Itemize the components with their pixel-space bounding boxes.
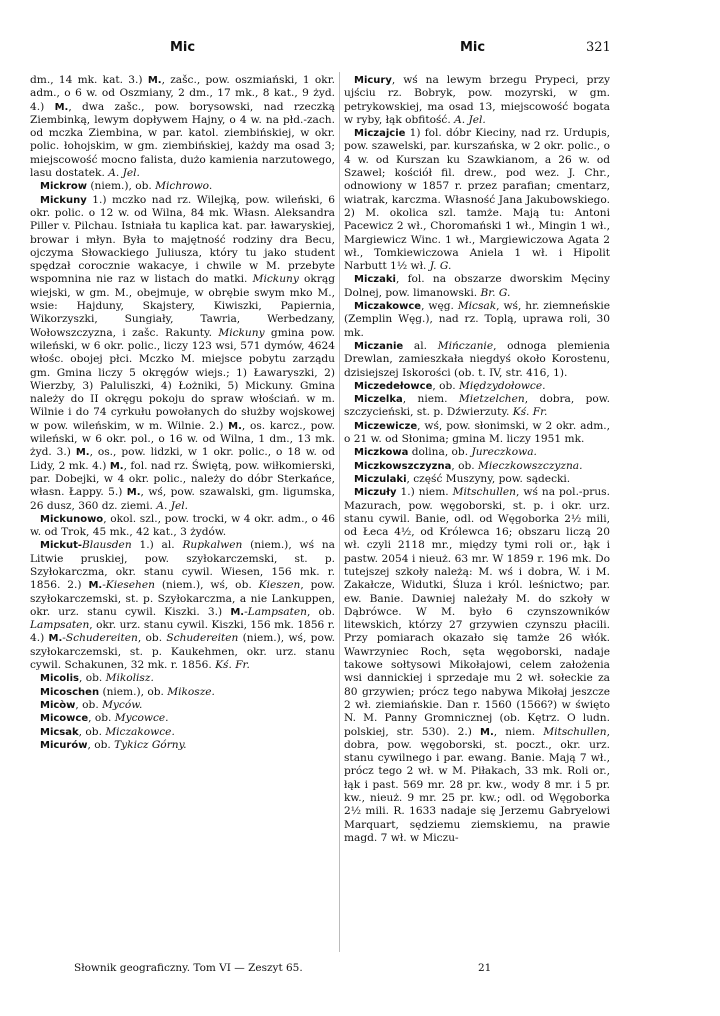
entry-text: , wś, hr. ziemneńskie (Zemplin Węg.), nad rz. Toplą, uprawa roli, 30 mk. xyxy=(344,300,610,339)
entry-text: , ob. xyxy=(451,459,478,472)
dictionary-entry xyxy=(344,486,610,845)
entry-headword: Micoschen xyxy=(40,686,100,698)
entry-text: dolina, ob. xyxy=(408,446,472,459)
entry-italic-text: Mickuny xyxy=(218,326,265,339)
entry-text: , ob. xyxy=(78,725,106,738)
running-head-left: Mic xyxy=(170,40,196,55)
column-divider xyxy=(339,72,340,952)
entry-headword: Micowce xyxy=(40,713,89,725)
entry-text: , ob. xyxy=(306,605,335,618)
entry-headword: M. xyxy=(230,606,245,618)
entry-headword: M. xyxy=(147,75,162,86)
dictionary-entry xyxy=(344,74,610,127)
entry-italic-text: Rupkalwen xyxy=(182,539,243,552)
entry-italic-text: A. Jel. xyxy=(454,113,486,126)
entry-text: gmina pow. wileński, w 6 okr. polic., liczy 123 wsi, 571 dymów, 4624 włośc. obojej płci. Mczko M. miejsce pobytu zarządu gm. Gmina liczy 5 okręgów wiejs.; 1) Ławaryszki, 2) Wierzby, 3) Paluliszki, 4) Łożniki, 5) Mickuny. Gmina należy do II okręgu pokoju do spraw włościań. w m. Wilnie i do 74 cyrkułu powołanych do służby wojskowej w pow. wileńskim, w m. Wilnie. 2.) xyxy=(30,326,335,432)
entry-italic-text: A. Jel. xyxy=(108,167,140,180)
entry-text: (niem.), ob. xyxy=(87,180,156,193)
page-number: 321 xyxy=(586,40,611,55)
entry-italic-text: Lampsaten xyxy=(247,605,307,618)
entry-headword: Miczanie xyxy=(354,340,404,352)
entry-text: - xyxy=(62,632,66,645)
entry-italic-text: Tykicz Górny. xyxy=(114,738,187,751)
entry-italic-text: Mitschullen xyxy=(543,725,607,738)
entry-italic-text: Blausden xyxy=(82,539,132,552)
entry-text: , os., pow. lidzki, w 1 okr. polic., o 18 w. od Lidy, 2 mk. 4.) xyxy=(30,446,335,472)
entry-text: , okol. szl., pow. trocki, w 4 okr. adm., o 46 w. od Trok, 45 mk., 42 kat., 3 żydów. xyxy=(30,512,335,539)
entry-text: al. xyxy=(403,339,438,352)
entry-headword: M. xyxy=(54,101,69,113)
entry-italic-text: Schudereiten xyxy=(65,632,138,645)
entry-italic-text: Schudereiten xyxy=(166,632,239,645)
entry-headword: Miczedełowce xyxy=(354,380,433,392)
entry-text: 1) fol. dóbr Kieciny, nad rz. Urdupis, pow. szawelski, par. kurszańska, w 2 okr. polic., o 4 w. od Kurszan ku Szawkianom, a 26 w. od Szawel; kościół fil. drew., pod wez. J. Chr., odnowiony w 1857 r. przez parafian; cmentarz, wiatrak, karczma. Własność Jana Jakubowskiego. 2) M. okolica szl. tamże. Mają tu: Antoni Pacewicz 2 wł., Choromański 1 wł., Mingin 1 wł., Margiewicz Winc. 1 wł., Margiewiczowa Agata 2 wł., Tomkiewiczowa Aniela 1 wł. i Hipolit Narbutt 1½ wł. xyxy=(344,127,610,273)
entry-italic-text: Br. G. xyxy=(480,286,511,299)
entry-headword: Miczewicze xyxy=(354,420,418,432)
entry-text: , dobra, pow. węgoborski, st. poczt., okr. urz. stanu cywilnego i par. ewang. Banie. Mają 7 wł., prócz tego 2 wł. w M. Piłakach, 33 mk. Roli or., łąk i past. 569 mr. 28 pr. kw., wody 8 mr. i 5 pr. kw., nieuż. 9 mr. 25 pr. kw.; odl. od Węgoborka 2½ mili. R. 1633 nadaje się Jerzemu Gabryelowi Marquart, sędziemu ziemskiemu, na prawie magd. 7 wł. w Miczu- xyxy=(344,725,611,844)
dictionary-entry xyxy=(344,340,610,380)
entry-headword: M. xyxy=(75,447,90,459)
dictionary-entry xyxy=(30,180,335,193)
entry-text: , węg. xyxy=(421,300,458,313)
entry-headword: Miczuły xyxy=(354,487,397,499)
entry-italic-text: Micsak xyxy=(457,300,497,313)
entry-italic-text: Miczakowce. xyxy=(105,725,175,738)
dictionary-entry xyxy=(30,712,335,725)
dictionary-entry xyxy=(30,699,335,712)
entry-text: 1.) mczko nad rz. Wilejką, pow. wileński, 6 okr. polic. o 12 w. od Wilna, 84 mk. Własn. Aleksandra Piller v. Pilchau. Istniała tu kaplica kat. par. ławaryskiej, browar i młyn. Była to majętność rodziny dra Becu, ojczyma Słowackiego Juliusza, który tu jako student spędzał corocznie wakacye, i chwile w M. przebyte wspomnina nie raz w listach do matki. xyxy=(30,193,335,286)
entry-headword: Miczakowce xyxy=(354,301,422,313)
entry-headword: M. xyxy=(126,487,141,499)
entry-headword: Miczaki xyxy=(354,274,396,286)
entry-text: , dwa zašc., pow. borysowski, nad rzeczką Ziembinką, lewym dopływem Hajny, o 4 w. na płd.-zach. od mczka Ziembina, w par. katol. ziembińskiej, w okr. polic. łohojskim, w gm. ziembińskiej, każdy ma osad 3; miejscowość mocno falista, dużo kamienia narzutowego, lasu dostatek. xyxy=(30,100,335,180)
entry-headword: Mickunowo xyxy=(40,513,104,525)
entry-italic-text: Mikolisz. xyxy=(105,672,154,685)
right-column xyxy=(344,74,610,845)
entry-text: (niem.), ob. xyxy=(99,685,168,698)
entry-text: , wś na lewym brzegu Prypeci, przy ujściu rz. Bobryk, pow. mozyrski, w gm. petrykowskiej, ma osad 13, miejscowość bogata w ryby, łąk obfitość. xyxy=(344,74,610,126)
entry-text: , dobra, pow. szczycieński, st. p. Dźwierzuty. xyxy=(344,393,610,419)
entry-italic-text: Międzydołowce. xyxy=(459,379,546,392)
entry-headword: Miczulaki xyxy=(354,473,407,485)
entry-italic-text: Kś. Fr. xyxy=(512,406,548,419)
entry-headword: M. xyxy=(109,460,124,472)
left-column xyxy=(30,74,335,752)
entry-text: , odnoga plemienia Drewlan, zamieszkała niegdyś około Korostenu, dzisiejszej Iskorości (ob. t. IV, str. 416, 1). xyxy=(344,339,611,379)
entry-text: okrąg wiejski, w gm. M., obejmuje, w obrębie swym mko M., wsie: Hajduny, Skajstery, Kiwiszki, Papiernia, Wikorzyszki, Sungiały, Tawria, Werbedzany, Wołowszczyzna, i zašc. Rakunty. xyxy=(30,273,336,339)
entry-text: dm., 14 mk. kat. 3.) xyxy=(30,74,148,86)
entry-text: (niem.), wś, pow. szyłokarczemski, st. p. Kaukehmen, okr. urz. stanu cywil. Schakunen, 32 mk. r. 1856. xyxy=(30,632,335,672)
entry-text: , fol. nad rz. Świętą, pow. wiłkomierski, par. Dobejki, w 4 okr. polic., należy do dóbr Sterkańce, własn. Łappy. 5.) xyxy=(30,459,336,499)
entry-headword: Miczelka xyxy=(354,394,403,406)
entry-italic-text: Jureczkowa. xyxy=(471,446,537,459)
entry-text: , niem. xyxy=(402,393,459,406)
entry-italic-text: Mieczkowszczyzna. xyxy=(477,459,583,472)
entry-text: , fol. na obszarze dworskim Męciny Dolnej, pow. limanowski. xyxy=(344,273,610,299)
running-head-right: Mic xyxy=(460,40,486,55)
entry-headword: Micsak xyxy=(40,726,79,738)
dictionary-entry xyxy=(344,273,610,300)
entry-text: , okr. urz. stanu cywil. Kiszki, 156 mk. 1856 r. 4.) xyxy=(30,619,335,645)
entry-text: , os. karcz., pow. wileński, w 6 okr. pol., o 16 w. od Wilna, 1 dm., 13 mk. żyd. 3.) xyxy=(30,419,335,459)
entry-headword: M. xyxy=(88,580,103,592)
entry-italic-text: Mitschullen xyxy=(452,486,517,499)
entry-headword: Mickut- xyxy=(40,540,83,552)
entry-headword: M. xyxy=(228,420,242,432)
footer-series-title: Słownik geograficzny. Tom VI — Zeszyt 65. xyxy=(74,962,303,974)
entry-italic-text: Kiesehen xyxy=(105,579,155,592)
entry-headword: M. xyxy=(480,726,494,738)
entry-headword: Miczkowszczyzna xyxy=(354,460,452,472)
entry-text: , niem. xyxy=(493,725,544,738)
entry-text: , ob. xyxy=(78,672,106,685)
entry-italic-text: Mietzelchen xyxy=(458,393,525,406)
entry-italic-text: Michrowo. xyxy=(155,180,213,193)
entry-text: , ob. xyxy=(87,738,115,751)
entry-text: (niem.), wś na Litwie pruskiej, pow. szyłokarczemski, st. p. Szyłokarczma, okr. stanu cywil. Wiesen, 156 mk. r. 1856. 2.) xyxy=(30,539,335,592)
entry-text: , pow. szyłokarczemski, st. p. Szyłokarczma, a nie Lankuppen, okr. urz. stanu cywil. Kiszki. 3.) xyxy=(30,579,335,618)
entry-text: 1.) al. xyxy=(131,539,183,552)
entry-text: , wś, pow. słonimski, w 2 okr. adm., o 21 w. od Słonima; gmina M. liczy 1951 mk. xyxy=(344,419,610,446)
dictionary-entry xyxy=(30,513,335,540)
dictionary-entry xyxy=(344,446,610,459)
dictionary-entry xyxy=(344,393,610,420)
entry-headword: Mickuny xyxy=(40,194,87,206)
dictionary-entry xyxy=(344,127,610,273)
entry-text: , zašc., pow. oszmiański, 1 okr. adm., o 6 w. od Oszmiany, 2 dm., 17 mk., 8 kat., 9 żyd. 4.) xyxy=(30,74,335,113)
footer-sheet-number: 21 xyxy=(478,962,492,974)
entry-italic-text: A. Jel. xyxy=(156,499,188,512)
entry-text: , ob. xyxy=(137,632,167,645)
dictionary-entry xyxy=(30,672,335,685)
entry-headword: Micury xyxy=(354,75,392,86)
entry-text: , wś na pol.-prus. Mazurach, pow. węgoborski, st. p. i okr. urz. stanu cywil. Banie, odl. od Węgoborka 2½ mili, od Łeca 4½, od Królewca 16; obszaru liczą 20 wł. czyli 2118 mr., między tymi roli or., łąk i pastw. 2054 i nieuż. 63 mr. W 1859 r. 196 mk. Do tutejszej szkoły należą: M. wś i dobra, W. i M. Zakałcze, Widutki, Śluza i król. leśnictwo; par. ew. Banie. Dawniej należały M. do szkoły w Dąbrówce. W M. było 6 czynszowników litewskich, którzy 27 grzywien czynszu płacili. Przy pomiarach okazało się tamże 26 włók. Wawrzyniec Roch, sęta węgoborski, nadaje takowe sołtysowi Mikołajowi, celem założenia wsi dannickiej i sprzedaje mu 2 wł. sołeckie za 80 grzywien; prócz tego nabywa Mikołaj jeszcze 2 wł. ziemiańskie. Dan r. 1560 (1566?) w święto N. M. Panny Gromnicznej (ob. Kętrz. O ludn. polskiej, str. 530). 2.) xyxy=(344,486,610,738)
dictionary-entry xyxy=(30,74,335,180)
entry-italic-text: Mycowce. xyxy=(114,712,169,725)
entry-text: 1.) niem. xyxy=(396,486,453,499)
entry-headword: Micolis xyxy=(40,673,79,685)
entry-text: , ob. xyxy=(75,698,103,711)
entry-italic-text: Mickuny xyxy=(252,273,299,286)
entry-text: (niem.), wś, ob. xyxy=(154,579,259,592)
entry-italic-text: Kś. Fr. xyxy=(215,659,250,672)
entry-headword: Miczkowa xyxy=(354,447,409,459)
dictionary-entry xyxy=(344,380,610,393)
dictionary-entry xyxy=(30,539,335,672)
entry-italic-text: J. G. xyxy=(429,260,452,273)
entry-text: - xyxy=(102,579,106,592)
entry-text: , wś, pow. szawalski, gm. ligumska, 26 dusz, 360 dz. ziemi. xyxy=(30,486,335,512)
dictionary-entry xyxy=(344,420,610,447)
entry-italic-text: Kieszen xyxy=(258,579,301,592)
entry-text: - xyxy=(244,605,248,618)
entry-text: , część Muszyny, pow. sądecki. xyxy=(406,472,571,485)
dictionary-entry xyxy=(30,739,335,752)
entry-italic-text: Mikosze. xyxy=(167,685,215,698)
dictionary-entry xyxy=(344,460,610,473)
dictionary-entry xyxy=(344,473,610,486)
dictionary-entry xyxy=(30,194,335,513)
entry-text: , ob. xyxy=(432,379,460,392)
entry-headword: Miczajcie xyxy=(354,128,406,140)
dictionary-entry xyxy=(30,686,335,699)
entry-headword: M. xyxy=(48,633,63,645)
entry-italic-text: Lampsaten xyxy=(30,619,90,632)
entry-italic-text: Mińczanie xyxy=(437,339,494,352)
entry-headword: Micòw xyxy=(40,699,76,711)
entry-headword: Mickrow xyxy=(40,181,87,193)
entry-headword: Micurów xyxy=(40,739,88,751)
entry-italic-text: Myców. xyxy=(102,698,143,711)
entry-text: , ob. xyxy=(88,712,115,725)
dictionary-entry xyxy=(344,300,610,340)
dictionary-entry xyxy=(30,726,335,739)
